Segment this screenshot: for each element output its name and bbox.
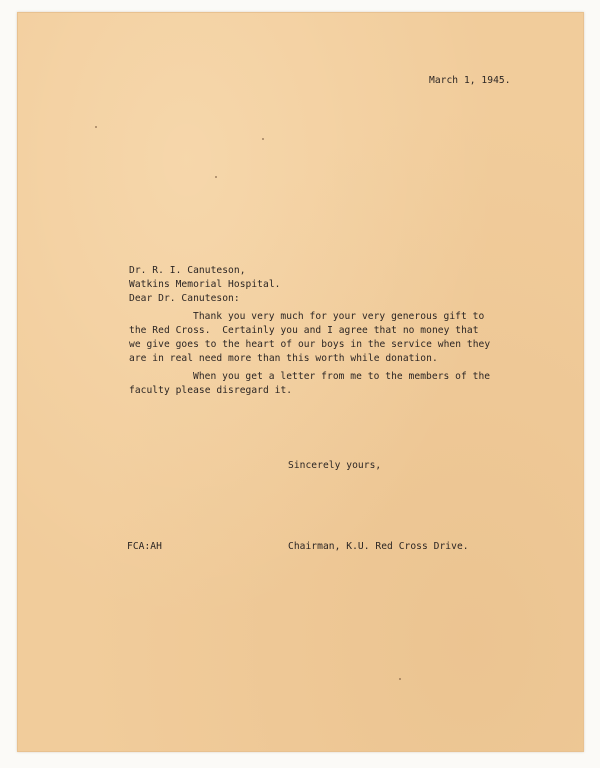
paper-speck (215, 176, 217, 178)
body-line: are in real need more than this worth while donation. (129, 353, 438, 364)
letter-page (17, 12, 584, 752)
signature-title: Chairman, K.U. Red Cross Drive. (288, 541, 469, 552)
body-line: Thank you very much for your very generous gift to (193, 311, 485, 322)
recipient-name: Dr. R. I. Canuteson, (129, 265, 246, 276)
paper-speck (262, 138, 264, 140)
closing: Sincerely yours, (288, 460, 382, 471)
typist-initials: FCA:AH (127, 541, 162, 552)
recipient-organization: Watkins Memorial Hospital. (129, 279, 281, 290)
letter-date: March 1, 1945. (429, 75, 511, 86)
paper-speck (399, 678, 401, 680)
body-line: the Red Cross. Certainly you and I agree that no money that (129, 325, 479, 336)
salutation: Dear Dr. Canuteson: (129, 293, 240, 304)
paper-speck (95, 126, 97, 128)
body-line: we give goes to the heart of our boys in the service when they (129, 339, 491, 350)
body-line: faculty please disregard it. (129, 385, 293, 396)
body-line: When you get a letter from me to the members of the (193, 371, 491, 382)
